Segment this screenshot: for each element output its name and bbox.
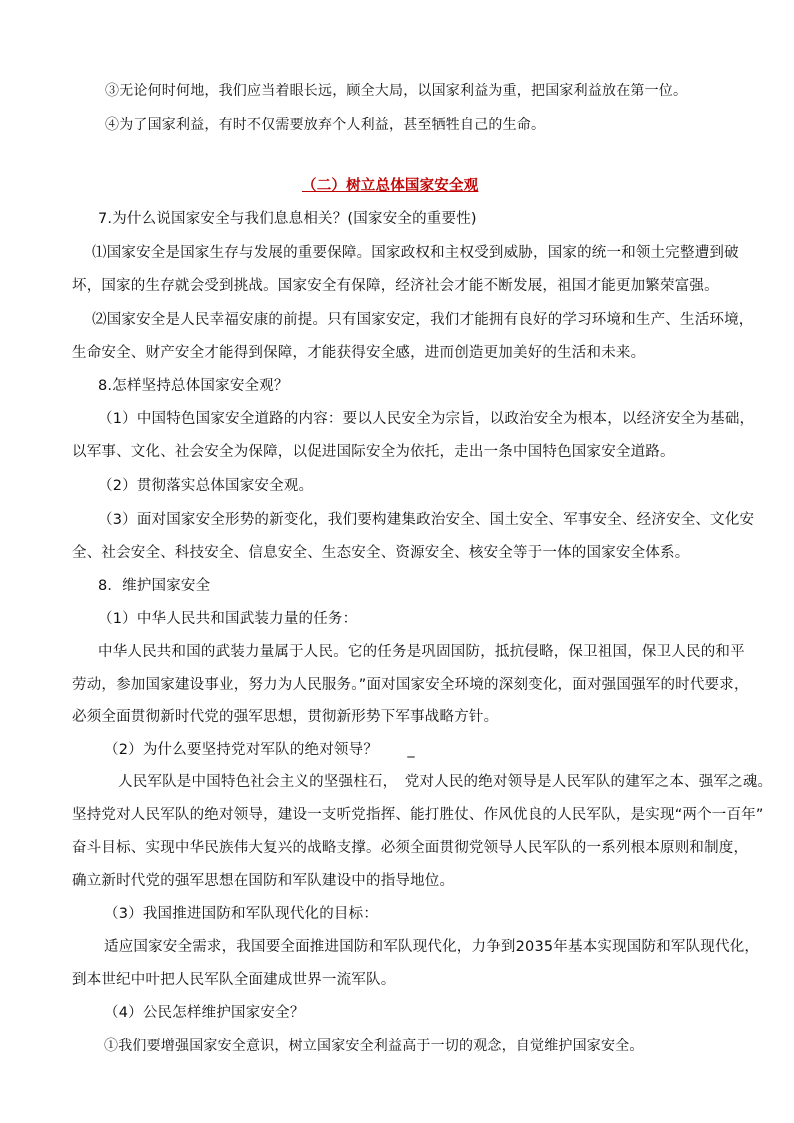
paragraph-line-19: （2）为什么要坚持党对军队的绝对领导？ _	[104, 742, 415, 758]
paragraph-line-22: 奋斗目标、实现中华民族伟大复兴的战略支撑。必须全面贯彻党领导人民军队的一系列根本原则和制度，	[72, 840, 749, 856]
section-8-heading: 8．维护国家安全	[98, 578, 211, 594]
paragraph-line-12: （3）面对国家安全形势的新变化，我们要构建集政治安全、国土安全、军事安全、经济安全、文化安	[98, 512, 755, 528]
question-7-heading: 7.为什么说国家安全与我们息息相关？(国家安全的重要性)	[98, 211, 477, 227]
paragraph-line-9: （1）中国特色国家安全道路的内容：要以人民安全为宗旨，以政治安全为根本，以经济安全为基础，	[98, 411, 755, 427]
paragraph-line-20: 人民军队是中国特色社会主义的坚强柱石， 党对人民的绝对领导是人民军队的建军之本、强军之魂。	[118, 774, 773, 790]
paragraph-line-17: 劳动，参加国家建设事业，努力为人民服务。”面对国家安全环境的深刻变化，面对强国强军的时代要求，	[72, 677, 749, 693]
paragraph-line-25: 适应国家安全需求，我国要全面推进国防和军队现代化，力争到2035年基本实现国防和军队现代化，	[104, 939, 760, 955]
paragraph-line-11: （2）贯彻落实总体国家安全观。	[98, 478, 314, 494]
paragraph-line-2: ④为了国家利益，有时不仅需要放弃个人利益，甚至牺牲自己的生命。	[105, 117, 546, 133]
paragraph-line-7: 生命安全、财产安全才能得到保障，才能获得安全感，进而创造更加美好的生活和未来。	[72, 345, 646, 361]
paragraph-line-16: 中华人民共和国的武装力量属于人民。它的任务是巩固国防，抵抗侵略，保卫祖国，保卫人民的和平	[98, 644, 745, 660]
paragraph-line-21: 坚持党对人民军队的绝对领导，建设一支听党指挥、能打胜仗、作风优良的人民军队，是实现“两个一百年”	[72, 807, 764, 823]
paragraph-line-23: 确立新时代党的强军思想在国防和军队建设中的指导地位。	[72, 873, 455, 889]
paragraph-line-28: ①我们要增强国家安全意识，树立国家安全利益高于一切的观念，自觉维护国家安全。	[104, 1038, 644, 1054]
paragraph-line-10: 以军事、文化、社会安全为保障，以促进国际安全为依托，走出一条中国特色国家安全道路。	[72, 444, 675, 460]
paragraph-line-5: 坏，国家的生存就会受到挑战。国家安全有保障，经济社会才能不断发展，祖国才能更加繁荣富强。	[72, 278, 719, 294]
paragraph-line-15: （1）中华人民共和国武装力量的任务：	[98, 611, 358, 627]
paragraph-line-27: （4）公民怎样维护国家安全？	[104, 1005, 305, 1021]
paragraph-line-24: （3）我国推进国防和军队现代化的目标：	[104, 906, 379, 922]
paragraph-line-6: ⑵国家安全是人民幸福安康的前提。只有国家安定，我们才能拥有良好的学习环境和生产、生活环境，	[92, 312, 754, 328]
section-title: （二）树立总体国家安全观	[302, 178, 479, 194]
paragraph-line-1: ③无论何时何地，我们应当着眼长远，顾全大局，以国家利益为重，把国家利益放在第一位。	[105, 83, 688, 99]
paragraph-line-4: ⑴国家安全是国家生存与发展的重要保障。国家政权和主权受到威胁，国家的统一和领土完整遭到破	[92, 245, 739, 261]
paragraph-line-18: 必须全面贯彻新时代党的强军思想，贯彻新形势下军事战略方针。	[72, 709, 499, 725]
paragraph-line-26: 到本世纪中叶把人民军队全面建成世界一流军队。	[72, 972, 396, 988]
question-8-heading: 8.怎样坚持总体国家安全观？	[98, 378, 289, 394]
paragraph-line-13: 全、社会安全、科技安全、信息安全、生态安全、资源安全、核安全等于一体的国家安全体系。	[72, 545, 690, 561]
